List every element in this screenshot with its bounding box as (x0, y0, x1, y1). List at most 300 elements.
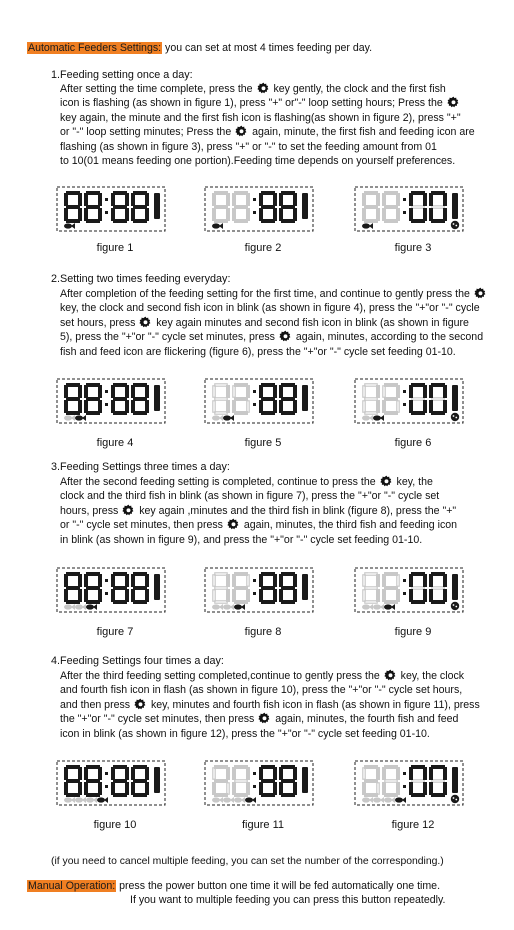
lcd-segment (261, 191, 275, 195)
lcd-segment (281, 397, 295, 401)
food-icon (451, 221, 459, 229)
lcd-segment (214, 205, 228, 209)
instruction-line: the "+"or "-" cycle set minutes, then press again, minutes, the fourth fish and feed (60, 713, 459, 726)
lcd-segment (86, 397, 100, 401)
battery-bar (452, 193, 458, 219)
battery-bar (154, 193, 160, 219)
lcd-segment (226, 574, 230, 587)
instruction-line: clock and the third fish in blink (as shown in figure 7), press the "+"or "-" cycle set (60, 490, 440, 503)
instruction-line: in blink (as shown in figure 9), and press the "+"or "-" cycle set feeding 01-10. (60, 533, 423, 546)
instruction-line: key, the clock and second fish icon in blink (as shown in figure 4), press the "+"or "-" cycle (60, 302, 480, 315)
instruction-line: icon is flashing (as shown in figure 1), press "+" or"-" loop setting hours; Press the (60, 96, 461, 110)
lcd-segment (98, 589, 102, 602)
lcd-segment (66, 779, 80, 783)
lcd-segment (66, 205, 80, 209)
lcd-segment (113, 779, 127, 783)
lcd-segment (78, 767, 82, 780)
lcd-segment (212, 208, 216, 221)
lcd-segment (429, 782, 433, 795)
lcd-segment (234, 411, 248, 415)
lcd-segment (226, 767, 230, 780)
lcd-segment (86, 219, 100, 223)
lcd-segment (293, 574, 297, 587)
colon-dot (105, 785, 108, 788)
lcd-segment (131, 208, 135, 221)
lcd-segment (131, 589, 135, 602)
gear-icon (474, 287, 487, 299)
lcd-segment (429, 208, 433, 221)
lcd-segment (86, 600, 100, 604)
lcd-display (354, 760, 464, 806)
lcd-segment (111, 574, 115, 587)
lcd-segment (111, 400, 115, 413)
lcd-segment (78, 193, 82, 206)
automatic-feeders-label: Automatic Feeders Settings: (28, 42, 162, 54)
lcd-segment (259, 193, 263, 206)
lcd-segment (86, 383, 100, 387)
figure-lcd (354, 378, 464, 424)
lcd-segment (84, 385, 88, 398)
lcd-segment (64, 400, 68, 413)
lcd-segment (234, 383, 248, 387)
section-heading: 4.Feeding Settings four times a day: (51, 655, 224, 667)
lcd-segment (234, 397, 248, 401)
lcd-segment (382, 767, 386, 780)
lcd-segment (232, 767, 236, 780)
lcd-segment (281, 191, 295, 195)
lcd-segment (281, 219, 295, 223)
lcd-segment (431, 572, 445, 576)
lcd-segment (431, 219, 445, 223)
figure-lcd (56, 760, 166, 806)
lcd-segment (273, 400, 277, 413)
figure-caption: figure 6 (394, 437, 432, 449)
lcd-display (204, 186, 314, 232)
lcd-segment (66, 383, 80, 387)
lcd-segment (84, 782, 88, 795)
lcd-segment (86, 191, 100, 195)
lcd-segment (234, 219, 248, 223)
lcd-segment (431, 793, 445, 797)
lcd-segment (429, 767, 433, 780)
food-icon (451, 413, 459, 421)
lcd-segment (226, 208, 230, 221)
lcd-segment (66, 586, 80, 590)
lcd-segment (234, 600, 248, 604)
lcd-segment (364, 219, 378, 223)
lcd-segment (232, 193, 236, 206)
figure-lcd (354, 567, 464, 613)
lcd-segment (261, 205, 275, 209)
manual-line-2: If you want to multiple feeding you can press this button repeatedly. (130, 894, 446, 906)
battery-bar (302, 193, 308, 219)
gear-icon (227, 518, 240, 530)
lcd-segment (409, 782, 413, 795)
section-heading: 1.Feeding setting once a day: (51, 69, 193, 81)
figure-lcd (56, 567, 166, 613)
lcd-segment (384, 572, 398, 576)
lcd-segment (64, 574, 68, 587)
colon-dot (403, 785, 406, 788)
lcd-segment (411, 383, 425, 387)
lcd-segment (78, 385, 82, 398)
lcd-display (354, 378, 464, 424)
lcd-segment (281, 205, 295, 209)
lcd-segment (364, 205, 378, 209)
lcd-display (56, 186, 166, 232)
food-icon (451, 602, 459, 610)
colon-dot (105, 390, 108, 393)
lcd-segment (261, 586, 275, 590)
lcd-segment (259, 589, 263, 602)
intro-line (27, 41, 372, 55)
lcd-segment (376, 385, 380, 398)
lcd-segment (133, 205, 147, 209)
lcd-segment (133, 793, 147, 797)
figure-lcd (204, 760, 314, 806)
lcd-segment (281, 793, 295, 797)
colon-dot (253, 592, 256, 595)
lcd-segment (396, 589, 400, 602)
lcd-segment (273, 782, 277, 795)
lcd-segment (246, 767, 250, 780)
lcd-segment (125, 400, 129, 413)
lcd-segment (259, 782, 263, 795)
instruction-line: and then press key, minutes and fourth fish icon in flash (as shown in figure 11), press (60, 698, 480, 711)
figure-caption: figure 11 (242, 819, 284, 831)
lcd-segment (382, 589, 386, 602)
lcd-segment (261, 765, 275, 769)
lcd-segment (133, 779, 147, 783)
lcd-segment (261, 600, 275, 604)
gear-icon (447, 96, 460, 108)
cancel-note: (if you need to cancel multiple feeding, you can set the number of the corresponding.) (51, 856, 444, 867)
lcd-segment (362, 782, 366, 795)
lcd-segment (234, 586, 248, 590)
lcd-segment (64, 589, 68, 602)
lcd-segment (429, 400, 433, 413)
lcd-segment (86, 765, 100, 769)
lcd-segment (66, 397, 80, 401)
battery-bar (452, 767, 458, 793)
lcd-segment (113, 191, 127, 195)
lcd-display (56, 567, 166, 613)
lcd-segment (423, 574, 427, 587)
figure-lcd (354, 760, 464, 806)
lcd-segment (145, 574, 149, 587)
lcd-segment (86, 586, 100, 590)
battery-bar (452, 385, 458, 411)
lcd-segment (443, 193, 447, 206)
figure-lcd (204, 567, 314, 613)
lcd-segment (66, 411, 80, 415)
lcd-segment (384, 397, 398, 401)
instruction-line: fish and feed icon are flickering (figure 6), press the "+"or "-" cycle set feeding 01-10. (60, 345, 456, 358)
lcd-segment (293, 208, 297, 221)
lcd-segment (212, 193, 216, 206)
lcd-segment (293, 782, 297, 795)
lcd-segment (98, 767, 102, 780)
figure-lcd (204, 378, 314, 424)
instruction-line: icon in blink (as shown in figure 12), press the "+"or "-" cycle set feeding 01-10. (60, 727, 430, 740)
lcd-segment (131, 193, 135, 206)
lcd-segment (384, 600, 398, 604)
colon-dot (403, 772, 406, 775)
lcd-segment (382, 574, 386, 587)
lcd-segment (376, 193, 380, 206)
lcd-segment (78, 208, 82, 221)
lcd-segment (145, 589, 149, 602)
lcd-segment (64, 208, 68, 221)
colon-dot (105, 211, 108, 214)
lcd-segment (396, 385, 400, 398)
manual-text-1: press the power button one time it will be fed automatically one time. (116, 880, 441, 892)
lcd-segment (131, 400, 135, 413)
battery-bar (302, 574, 308, 600)
lcd-segment (376, 574, 380, 587)
lcd-segment (226, 400, 230, 413)
lcd-segment (409, 767, 413, 780)
lcd-segment (396, 767, 400, 780)
gear-icon (235, 125, 248, 137)
lcd-segment (364, 793, 378, 797)
gear-icon (279, 330, 292, 342)
lcd-segment (429, 385, 433, 398)
lcd-segment (273, 385, 277, 398)
lcd-segment (384, 586, 398, 590)
lcd-segment (64, 782, 68, 795)
lcd-segment (84, 208, 88, 221)
lcd-segment (86, 572, 100, 576)
lcd-segment (84, 400, 88, 413)
lcd-segment (423, 208, 427, 221)
lcd-segment (66, 765, 80, 769)
lcd-segment (145, 400, 149, 413)
lcd-segment (113, 219, 127, 223)
lcd-segment (261, 383, 275, 387)
lcd-display (204, 760, 314, 806)
figure-lcd (354, 186, 464, 232)
colon-dot (105, 772, 108, 775)
lcd-segment (78, 589, 82, 602)
lcd-segment (259, 574, 263, 587)
lcd-segment (261, 219, 275, 223)
lcd-segment (259, 767, 263, 780)
lcd-segment (226, 385, 230, 398)
lcd-segment (246, 385, 250, 398)
colon-dot (403, 579, 406, 582)
lcd-segment (429, 193, 433, 206)
lcd-segment (364, 765, 378, 769)
lcd-segment (281, 779, 295, 783)
lcd-segment (273, 193, 277, 206)
lcd-segment (98, 782, 102, 795)
lcd-segment (113, 600, 127, 604)
lcd-segment (66, 191, 80, 195)
lcd-segment (214, 191, 228, 195)
lcd-segment (66, 793, 80, 797)
lcd-segment (64, 385, 68, 398)
lcd-segment (125, 385, 129, 398)
lcd-segment (431, 383, 445, 387)
lcd-segment (279, 782, 283, 795)
lcd-segment (423, 385, 427, 398)
lcd-segment (443, 767, 447, 780)
lcd-segment (279, 589, 283, 602)
lcd-segment (133, 572, 147, 576)
lcd-segment (246, 589, 250, 602)
lcd-segment (364, 191, 378, 195)
instruction-line: hours, press key again ,minutes and the third fish in blink (figure 8), press the "+" (60, 504, 457, 517)
lcd-segment (234, 205, 248, 209)
lcd-segment (111, 767, 115, 780)
lcd-segment (411, 600, 425, 604)
lcd-segment (279, 574, 283, 587)
lcd-segment (273, 767, 277, 780)
figure-caption: figure 1 (96, 242, 134, 254)
lcd-segment (78, 782, 82, 795)
lcd-segment (423, 589, 427, 602)
lcd-segment (86, 205, 100, 209)
lcd-segment (133, 586, 147, 590)
lcd-segment (78, 400, 82, 413)
figure-caption: figure 5 (244, 437, 282, 449)
figure-caption: figure 8 (244, 626, 282, 638)
figure-caption: figure 10 (93, 819, 137, 831)
lcd-segment (84, 574, 88, 587)
instruction-line: or "-" loop setting minutes; Press the again, minute, the first fish and feeding icon are (60, 126, 475, 139)
lcd-segment (125, 208, 129, 221)
lcd-segment (431, 411, 445, 415)
figure-lcd (56, 186, 166, 232)
figure-caption: figure 12 (391, 819, 435, 831)
instruction-line: and fourth fish icon in flash (as shown in figure 10), press the "+"or "-" cycle set hours, (60, 684, 463, 697)
lcd-segment (133, 765, 147, 769)
lcd-segment (409, 574, 413, 587)
lcd-segment (384, 411, 398, 415)
intro-text: you can set at most 4 times feeding per day. (162, 42, 373, 54)
lcd-segment (279, 400, 283, 413)
lcd-segment (382, 208, 386, 221)
colon-dot (253, 211, 256, 214)
lcd-segment (113, 765, 127, 769)
lcd-segment (145, 782, 149, 795)
lcd-segment (423, 767, 427, 780)
lcd-display (204, 567, 314, 613)
colon-dot (105, 592, 108, 595)
lcd-segment (273, 208, 277, 221)
lcd-segment (125, 767, 129, 780)
lcd-segment (261, 779, 275, 783)
lcd-display (354, 186, 464, 232)
lcd-segment (66, 572, 80, 576)
gear-icon (134, 698, 147, 710)
lcd-segment (261, 397, 275, 401)
lcd-segment (232, 400, 236, 413)
lcd-display (354, 567, 464, 613)
lcd-segment (409, 193, 413, 206)
lcd-segment (145, 767, 149, 780)
lcd-segment (281, 383, 295, 387)
lcd-segment (364, 779, 378, 783)
lcd-segment (66, 219, 80, 223)
lcd-segment (232, 574, 236, 587)
lcd-segment (214, 765, 228, 769)
colon-dot (403, 592, 406, 595)
lcd-segment (131, 782, 135, 795)
lcd-segment (232, 782, 236, 795)
colon-dot (403, 211, 406, 214)
lcd-segment (443, 589, 447, 602)
lcd-segment (259, 385, 263, 398)
colon-dot (105, 579, 108, 582)
lcd-segment (443, 782, 447, 795)
lcd-segment (98, 385, 102, 398)
lcd-segment (423, 193, 427, 206)
lcd-segment (98, 574, 102, 587)
lcd-segment (86, 793, 100, 797)
figure-lcd (56, 378, 166, 424)
lcd-segment (409, 385, 413, 398)
figure-caption: figure 7 (96, 626, 134, 638)
lcd-segment (261, 572, 275, 576)
lcd-segment (133, 219, 147, 223)
lcd-segment (261, 793, 275, 797)
colon-dot (253, 772, 256, 775)
lcd-segment (384, 219, 398, 223)
instruction-line: flashing (as shown in figure 3), press "+" or "-" to set the feeding amount from 01 (60, 140, 437, 153)
lcd-segment (279, 208, 283, 221)
lcd-segment (78, 574, 82, 587)
gear-icon (257, 82, 270, 94)
lcd-segment (376, 589, 380, 602)
lcd-segment (431, 191, 445, 195)
instruction-line: After setting the time complete, press the key gently, the clock and the first fish (60, 83, 446, 95)
lcd-segment (111, 589, 115, 602)
lcd-segment (382, 400, 386, 413)
lcd-segment (113, 205, 127, 209)
figure-caption: figure 2 (244, 242, 282, 254)
lcd-segment (98, 400, 102, 413)
lcd-segment (131, 574, 135, 587)
lcd-segment (293, 385, 297, 398)
colon-dot (403, 198, 406, 201)
section-heading: 2.Setting two times feeding everyday: (51, 273, 231, 285)
lcd-segment (411, 793, 425, 797)
lcd-segment (111, 208, 115, 221)
lcd-segment (113, 586, 127, 590)
manual-line-1 (27, 879, 440, 893)
lcd-segment (113, 572, 127, 576)
lcd-segment (111, 193, 115, 206)
lcd-segment (113, 411, 127, 415)
instruction-line: After the second feeding setting is completed, continue to press the key, the (60, 476, 433, 488)
instruction-line: key again, the minute and the first fish icon is flashing(as shown in figure 2), press "+" (60, 111, 461, 124)
lcd-segment (384, 383, 398, 387)
lcd-segment (409, 400, 413, 413)
lcd-segment (64, 767, 68, 780)
battery-bar (154, 385, 160, 411)
lcd-display (56, 760, 166, 806)
figure-caption: figure 4 (96, 437, 134, 449)
lcd-segment (259, 208, 263, 221)
lcd-segment (293, 767, 297, 780)
lcd-segment (86, 779, 100, 783)
lcd-segment (84, 193, 88, 206)
lcd-segment (431, 600, 445, 604)
lcd-segment (113, 383, 127, 387)
lcd-segment (234, 572, 248, 576)
